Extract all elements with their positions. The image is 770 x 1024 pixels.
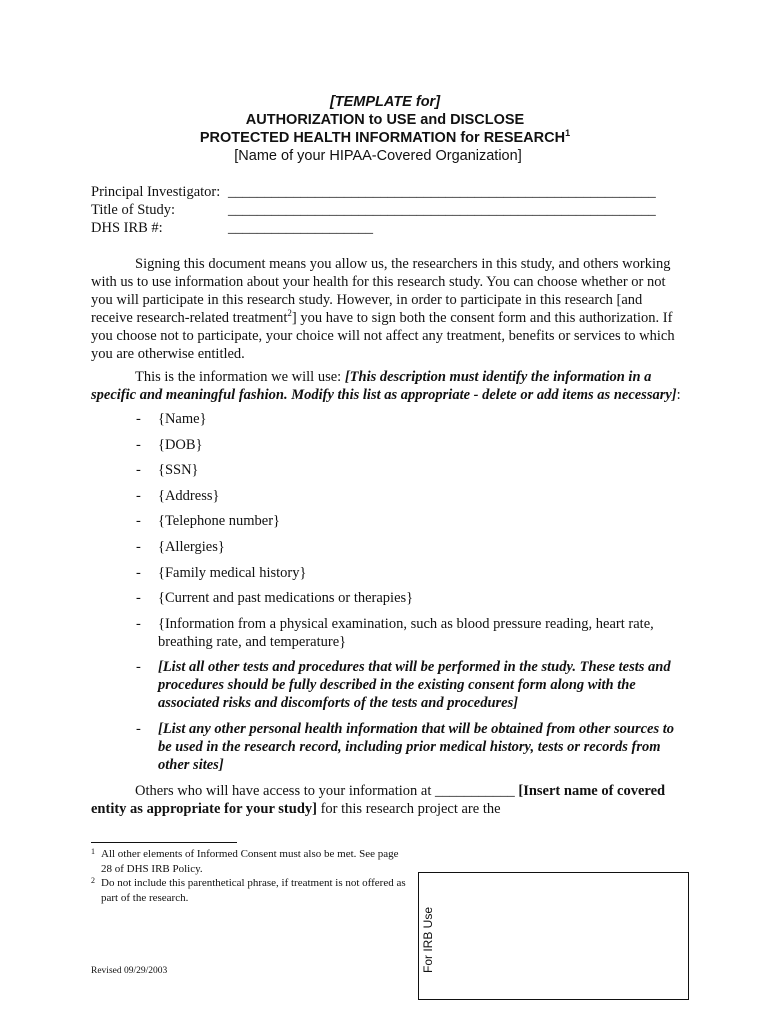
list-dash: - <box>136 659 141 676</box>
template-label: [TEMPLATE for] <box>329 94 441 110</box>
access-text-c: for this research project are the <box>316 800 501 817</box>
information-paragraph <box>91 368 683 404</box>
footnote-number: 1 <box>91 847 95 856</box>
footnote-1 <box>91 847 411 876</box>
document-title-line1: AUTHORIZATION to USE and DISCLOSE <box>245 112 525 128</box>
irb-use-label: For IRB Use <box>421 906 435 973</box>
footnote-2 <box>91 876 411 905</box>
list-item <box>91 487 683 505</box>
field-blank: ___________________________________________________________ <box>228 202 656 218</box>
list-dash: - <box>136 487 141 504</box>
document-title-line2 <box>0 129 770 147</box>
list-item-text: {Name} <box>158 411 207 427</box>
list-item <box>91 461 683 479</box>
field-blank: ___________________________________________________________ <box>228 184 656 200</box>
list-dash: - <box>136 590 141 607</box>
list-dash: - <box>136 538 141 555</box>
list-dash: - <box>136 513 141 530</box>
field-irb-number <box>91 219 691 237</box>
list-item <box>91 615 683 651</box>
footnote-ref-1: 1 <box>565 128 571 139</box>
list-dash: - <box>136 436 141 453</box>
list-dash: - <box>136 720 141 737</box>
study-fields <box>91 183 691 237</box>
list-item-text: [List any other personal health information that will be obtained from other sources to be used in the research record, including prior medical history, tests or records from other sites] <box>158 720 675 773</box>
intro-text-a: Signing this document means you allow us, the researchers in this study, and others working with us to use information about your health for this research study. You can choose whether or not you will participate in this research study. However, in order to participate in this research [and receive research-related treatment <box>91 256 671 326</box>
list-dash: - <box>136 564 141 581</box>
access-paragraph <box>91 782 683 818</box>
list-item-text: {DOB} <box>158 436 203 453</box>
list-item-text: {Current and past medications or therapies} <box>158 590 414 607</box>
list-item <box>91 436 683 454</box>
list-item-text: {Family medical history} <box>158 564 307 581</box>
document-body <box>91 255 683 818</box>
info-text-a: This is the information we will use: <box>135 369 345 385</box>
field-principal-investigator <box>91 183 691 201</box>
footnote-divider <box>91 842 237 843</box>
list-item-text: {Allergies} <box>158 538 225 555</box>
list-item <box>91 538 683 556</box>
organization-name: [Name of your HIPAA-Covered Organization] <box>234 148 522 164</box>
list-item <box>91 512 683 530</box>
access-instruction: [Insert name of covered entity as appropriate for your study] <box>91 782 666 817</box>
irb-use-box <box>418 872 689 1000</box>
title-text: PROTECTED HEALTH INFORMATION for RESEARCH <box>199 130 566 146</box>
info-instruction: [This description must identify the information in a specific and meaningful fashion. Modify this list as appropriate - delete or add items as necessary] <box>91 369 677 403</box>
intro-text-b: ] you have to sign both the consent form and this authorization. If you choose not to participate, your choice will not affect any treatment, benefits or services to which you are otherwise entitled. <box>91 310 675 362</box>
document-header <box>0 93 770 165</box>
field-label: Title of Study: <box>91 202 176 218</box>
list-item <box>91 410 683 428</box>
list-item <box>91 589 683 607</box>
information-list <box>91 410 683 774</box>
list-item-text: {SSN} <box>158 462 199 479</box>
info-text-c: : <box>676 387 681 403</box>
field-label: DHS IRB #: <box>91 220 163 236</box>
list-item <box>91 564 683 582</box>
footnote-text: Do not include this parenthetical phrase, if treatment is not offered as part of the research. <box>101 877 406 904</box>
footnote-number: 2 <box>91 876 95 885</box>
list-dash: - <box>136 615 141 632</box>
field-title-of-study <box>91 201 691 219</box>
list-item-text: [List all other tests and procedures that will be performed in the study. These tests and procedures should be fully described in the existing consent form along with the associated risks and discomforts of the tests and procedures] <box>158 659 671 712</box>
field-blank: ____________________ <box>228 220 373 236</box>
revision-date: Revised 09/29/2003 <box>91 966 168 976</box>
intro-paragraph <box>91 255 683 363</box>
list-item-instruction <box>91 720 683 774</box>
list-item-text: {Address} <box>158 487 220 504</box>
list-item-instruction <box>91 658 683 712</box>
list-dash: - <box>136 411 141 427</box>
footnote-text: All other elements of Informed Consent must also be met. See page 28 of DHS IRB Policy. <box>101 848 399 875</box>
list-dash: - <box>136 462 141 479</box>
list-item-text: {Telephone number} <box>158 513 281 530</box>
field-label: Principal Investigator: <box>91 184 221 200</box>
access-text-a: Others who will have access to your information at ___________ <box>135 782 519 799</box>
footnote-ref-2: 2 <box>287 308 292 319</box>
footnotes <box>91 847 411 905</box>
list-item-text: {Information from a physical examination, such as blood pressure reading, heart rate, breathing rate, and temperature} <box>158 615 654 650</box>
